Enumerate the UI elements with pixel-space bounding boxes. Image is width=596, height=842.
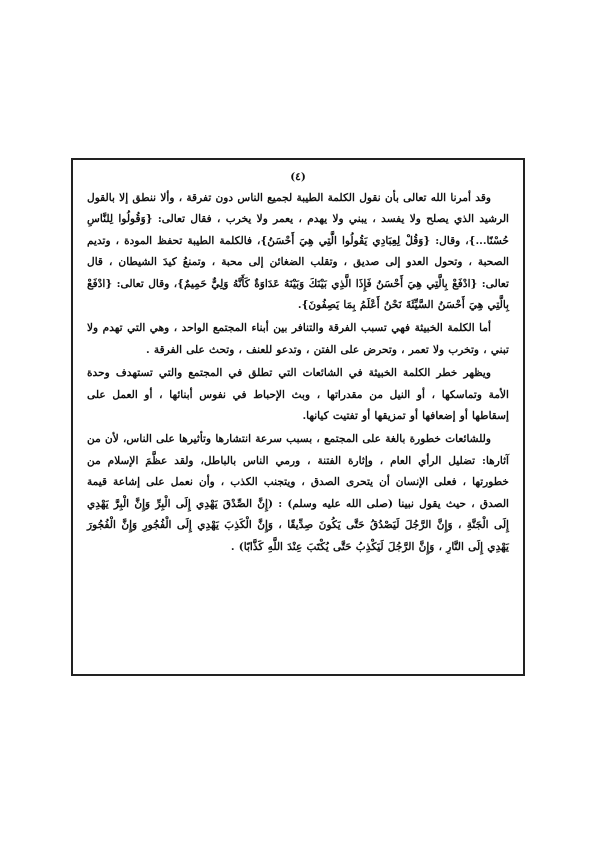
paragraph-evil-word: أما الكلمة الخبيثة فهي تسبب الفرقة والتنافر بين أبناء المجتمع الواحد ، وهي التي تهدم ولا تبني ، وتخرب ولا تعمر ، وتحرض على الفتن ، وتدعو للعنف ، وتحث على الفرقة . — [87, 322, 509, 356]
page-number: (٤) — [290, 171, 306, 183]
paragraph-rumors-danger: ويظهر خطر الكلمة الخبيثة في الشائعات التي تطلق في المجتمع والتي تستهدف وحدة الأمة وتماسكها ، أو النيل من مقدراتها ، وبث الإحباط في نفوس أبنائها ، أو العمل على إسقاطها أو إضعافها أو تمزيقها أو تفتيت كيانها. — [87, 367, 509, 423]
paragraph-kind-word: وقد أمرنا الله تعالى بأن نقول الكلمة الطيبة لجميع الناس دون تفرقة ، وألا ننطق إلا بالقول الرشيد الذي يصلح ولا يفسد ، يبني ولا يهدم ، يعمر ولا يخرب ، فقال تعالى: {وَقُولُوا لِلنَّاسِ حُسْنًا...}، وقال: {وَقُلْ لِعِبَادِي يَقُولُوا الَّتِي هِيَ أَحْسَنُ}، فالكلمة الطيبة تحفظ المودة ، وتديم الصحبة ، وتحول العدو إلى صديق ، وتقلب الضغائن إلى محبة ، وتمنعُ كيدَ الشيطان ، قال تعالى: {ادْفَعْ بِالَّتِي هِيَ أَحْسَنُ فَإِذَا الَّذِي بَيْنَكَ وَبَيْنَهُ عَدَاوَةٌ كَأَنَّهُ وَلِيٌّ حَمِيمٌ}، وقال تعالى: {ادْفَعْ بِالَّتِي هِيَ أَحْسَنُ السَّيِّئَةَ نَحْنُ أَعْلَمُ بِمَا يَصِفُونَ}. — [87, 192, 509, 312]
page-border-frame — [71, 158, 525, 676]
paragraph-rumors-impact: وللشائعات خطورة بالغة على المجتمع ، بسبب سرعة انتشارها وتأثيرها على الناس، لأن من آثارها: تضليل الرأي العام ، وإثارة الفتنة ، ورمي الناس بالباطل، ولقد عظَّمَ الإسلام من خطورتها ، فعلى الإنسان أن يتحرى الصدق ، ويتجنب الكذب ، وأن نعمل على إشاعة قيمة الصدق ، حيث يقول نبينا (صلى الله عليه وسلم) : (إِنَّ الصِّدْقَ يَهْدِي إِلَى الْبِرِّ وَإِنَّ الْبِرَّ يَهْدِي إِلَى الْجَنَّةِ ، وَإِنَّ الرَّجُلَ لَيَصْدُقُ حَتَّى يَكُونَ صِدِّيقًا ، وَإِنَّ الْكَذِبَ يَهْدِي إِلَى الْفُجُورِ وَإِنَّ الْفُجُورَ يَهْدِي إِلَى النَّارِ ، وَإِنَّ الرَّجُلَ لَيَكْذِبُ حَتَّى يُكْتَبَ عِنْدَ اللَّهِ كَذَّابًا) . — [87, 433, 509, 553]
